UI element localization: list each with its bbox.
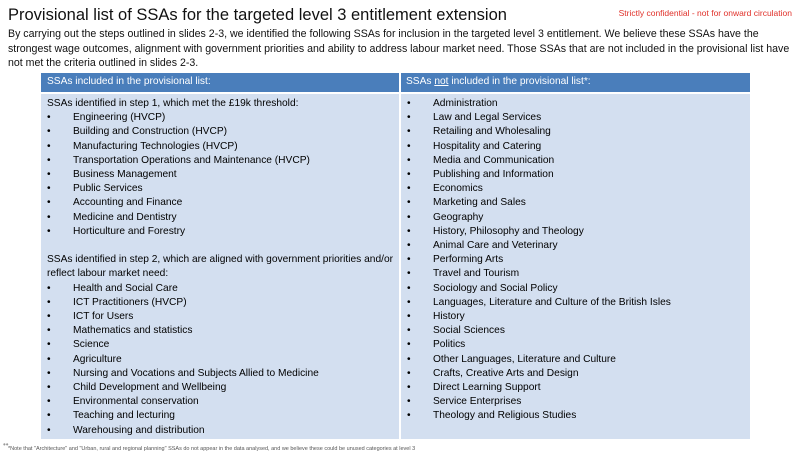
excluded-item-label: Crafts, Creative Arts and Design — [433, 367, 579, 379]
bullet-icon: • — [47, 211, 51, 223]
bullet-icon: • — [47, 325, 51, 337]
excluded-item — [407, 225, 747, 239]
bullet-icon: • — [47, 197, 51, 209]
excluded-item — [407, 338, 747, 352]
bullet-icon: • — [407, 282, 411, 294]
header-included: SSAs included in the provisional list: — [47, 76, 211, 87]
excluded-item — [407, 239, 747, 253]
bullet-icon: • — [407, 353, 411, 365]
included-step2-item-label: Teaching and lecturing — [73, 410, 175, 422]
bullet-icon: • — [47, 367, 51, 379]
bullet-icon: • — [407, 410, 411, 422]
bullet-icon: • — [47, 282, 51, 294]
bullet-icon: • — [47, 126, 51, 138]
included-step2-item-label: ICT Practitioners (HVCP) — [73, 296, 187, 308]
bullet-icon: • — [407, 367, 411, 379]
bullet-icon: • — [407, 225, 411, 237]
included-step2-item — [47, 338, 397, 352]
bullet-icon: • — [47, 140, 51, 152]
bullet-icon: • — [47, 382, 51, 394]
excluded-item-label: Service Enterprises — [433, 396, 522, 408]
excluded-item — [407, 140, 747, 154]
confidential-notice: Strictly confidential - not for onward circulation — [618, 8, 792, 18]
excluded-item — [407, 367, 747, 381]
included-step2-item-label: ICT for Users — [73, 311, 134, 323]
excluded-item — [407, 253, 747, 267]
excluded-item-label: Economics — [433, 183, 483, 195]
excluded-item-label: Marketing and Sales — [433, 197, 526, 209]
bullet-icon: • — [407, 268, 411, 280]
excluded-item-label: History, Philosophy and Theology — [433, 225, 584, 237]
footnote: *Note that "Architecture" and "Urban, rural and regional planning" SSAs do not appear in the data analysed, and we believe these could be unused categories at level 3 — [8, 446, 416, 452]
step1-intro: SSAs identified in step 1, which met the £19k threshold: — [47, 98, 299, 109]
included-step2-item — [47, 381, 397, 395]
bullet-icon: • — [47, 154, 51, 166]
step1-list — [47, 111, 397, 239]
excluded-item-label: Languages, Literature and Culture of the British Isles — [433, 296, 671, 308]
bullet-icon: • — [407, 311, 411, 323]
page-title: Provisional list of SSAs for the targeted level 3 entitlement extension — [8, 6, 507, 24]
bullet-icon: • — [407, 154, 411, 166]
bullet-icon: • — [47, 396, 51, 408]
excluded-item-label: Politics — [433, 339, 466, 351]
included-step2-item — [47, 353, 397, 367]
excluded-item — [407, 125, 747, 139]
bullet-icon: • — [47, 296, 51, 308]
included-step1-item — [47, 182, 397, 196]
bullet-icon: • — [47, 353, 51, 365]
bullet-icon: • — [407, 254, 411, 266]
included-step1-item — [47, 168, 397, 182]
excluded-item — [407, 310, 747, 324]
excluded-item — [407, 409, 747, 423]
included-step1-item-label: Public Services — [73, 183, 143, 195]
included-step1-item-label: Business Management — [73, 169, 177, 181]
excluded-item — [407, 395, 747, 409]
bullet-icon: • — [47, 410, 51, 422]
included-step1-item-label: Building and Construction (HVCP) — [73, 126, 228, 138]
included-step1-item-label: Transportation Operations and Maintenance (HVCP) — [73, 154, 310, 166]
excluded-item — [407, 168, 747, 182]
included-column — [47, 97, 397, 438]
excluded-item — [407, 97, 747, 111]
included-step2-item — [47, 296, 397, 310]
bullet-icon: • — [47, 424, 51, 436]
intro-paragraph: By carrying out the steps outlined in slides 2-3, we identified the following SSAs for inclusion in the targeted level 3 entitlement. We believe these SSAs have the strongest wage outcomes, alignment with government priorities and ability to address labour market need. Those SSAs that are not included in the provisional list have not met the criteria outlined in slides 2-3. — [8, 28, 790, 70]
bullet-icon: • — [407, 211, 411, 223]
excluded-item-label: Theology and Religious Studies — [433, 410, 577, 422]
table-header — [41, 73, 750, 92]
included-step2-item-label: Mathematics and statistics — [73, 325, 193, 337]
bullet-icon: • — [407, 183, 411, 195]
excluded-item-label: Travel and Tourism — [433, 268, 520, 280]
included-step2-item-label: Health and Social Care — [73, 282, 178, 294]
included-step2-item-label: Nursing and Vocations and Subjects Allied to Medicine — [73, 367, 319, 379]
header-divider — [41, 92, 750, 94]
included-step2-item — [47, 424, 397, 438]
bullet-icon: • — [47, 112, 51, 124]
step2-list — [47, 282, 397, 438]
excluded-item — [407, 154, 747, 168]
bullet-icon: • — [407, 382, 411, 394]
slide-nav-icon: •• — [3, 440, 9, 449]
excluded-item — [407, 267, 747, 281]
excluded-item-label: Other Languages, Literature and Culture — [433, 353, 616, 365]
excluded-item — [407, 111, 747, 125]
header-not-emphasis: not — [434, 76, 449, 87]
excluded-item-label: Hospitality and Catering — [433, 140, 542, 152]
included-step2-item-label: Child Development and Wellbeing — [73, 382, 227, 394]
bullet-icon: • — [407, 339, 411, 351]
excluded-item — [407, 324, 747, 338]
included-step1-item — [47, 196, 397, 210]
included-step1-item — [47, 125, 397, 139]
bullet-icon: • — [407, 169, 411, 181]
excluded-item — [407, 211, 747, 225]
included-step1-item-label: Engineering (HVCP) — [73, 112, 166, 124]
included-step1-item — [47, 225, 397, 239]
bullet-icon: • — [47, 169, 51, 181]
bullet-icon: • — [47, 311, 51, 323]
column-divider — [399, 73, 401, 439]
included-step2-item-label: Agriculture — [73, 353, 122, 365]
ssa-table — [40, 72, 751, 440]
bullet-icon: • — [407, 140, 411, 152]
included-step2-item-label: Warehousing and distribution — [73, 424, 205, 436]
bullet-icon: • — [407, 396, 411, 408]
excluded-item — [407, 353, 747, 367]
excluded-item-label: Publishing and Information — [433, 169, 554, 181]
excluded-item — [407, 196, 747, 210]
excluded-item-label: Administration — [433, 98, 498, 109]
excluded-item — [407, 381, 747, 395]
included-step1-item — [47, 111, 397, 125]
excluded-item-label: Sociology and Social Policy — [433, 282, 558, 294]
included-step2-item — [47, 367, 397, 381]
included-step1-item — [47, 140, 397, 154]
excluded-item — [407, 282, 747, 296]
excluded-item-label: History — [433, 311, 465, 323]
excluded-item-label: Geography — [433, 211, 484, 223]
included-step2-item — [47, 409, 397, 423]
excluded-list — [407, 97, 747, 424]
included-step2-item-label: Environmental conservation — [73, 396, 199, 408]
excluded-item — [407, 296, 747, 310]
bullet-icon: • — [47, 339, 51, 351]
bullet-icon: • — [407, 296, 411, 308]
bullet-icon: • — [47, 183, 51, 195]
included-step1-item — [47, 154, 397, 168]
bullet-icon: • — [47, 225, 51, 237]
included-step1-item-label: Medicine and Dentistry — [73, 211, 177, 223]
bullet-icon: • — [407, 325, 411, 337]
included-step1-item — [47, 211, 397, 225]
step2-intro: SSAs identified in step 2, which are aligned with government priorities and/or reflect labour market need: — [47, 254, 393, 280]
included-step2-item — [47, 310, 397, 324]
excluded-column — [407, 97, 747, 424]
included-step1-item-label: Manufacturing Technologies (HVCP) — [73, 140, 238, 152]
bullet-icon: • — [407, 197, 411, 209]
excluded-item-label: Animal Care and Veterinary — [433, 240, 558, 252]
included-step1-item-label: Horticulture and Forestry — [73, 225, 186, 237]
bullet-icon: • — [407, 126, 411, 138]
excluded-item-label: Social Sciences — [433, 325, 505, 337]
header-excluded: SSAs not included in the provisional list*: — [406, 76, 591, 87]
excluded-item-label: Media and Communication — [433, 154, 555, 166]
excluded-item-label: Direct Learning Support — [433, 382, 541, 394]
included-step2-item — [47, 395, 397, 409]
bullet-icon: • — [407, 240, 411, 252]
excluded-item-label: Retailing and Wholesaling — [433, 126, 551, 138]
included-step2-item-label: Science — [73, 339, 110, 351]
bullet-icon: • — [407, 112, 411, 124]
included-step2-item — [47, 282, 397, 296]
included-step1-item-label: Accounting and Finance — [73, 197, 183, 209]
included-step2-item — [47, 324, 397, 338]
excluded-item — [407, 182, 747, 196]
excluded-item-label: Performing Arts — [433, 254, 504, 266]
excluded-item-label: Law and Legal Services — [433, 112, 542, 124]
bullet-icon: • — [407, 98, 411, 109]
